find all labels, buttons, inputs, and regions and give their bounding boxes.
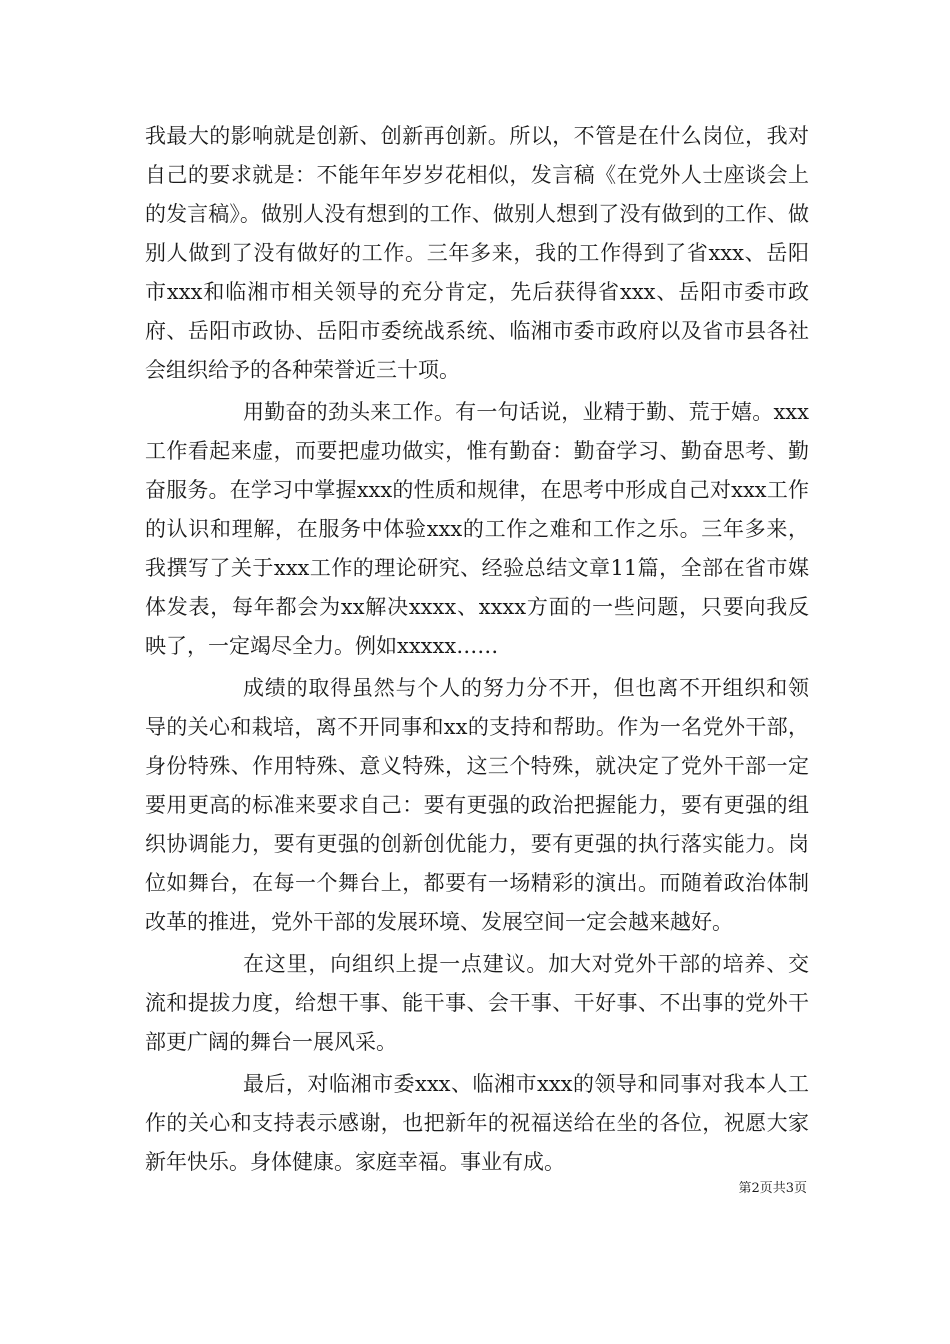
- page-number: 第2页共3页: [738, 1181, 807, 1196]
- document-body: [145, 117, 809, 1185]
- paragraph-4: 在这里，向组织上提一点建议。加大对党外干部的培养、交流和提拔力度，给想干事、能干事、会干事、干好事、不出事的党外干部更广阔的舞台一展风采。: [145, 952, 809, 1054]
- paragraph-3: 成绩的取得虽然与个人的努力分不开，但也离不开组织和领导的关心和栽培，离不开同事和xx的支持和帮助。作为一名党外干部，身份特殊、作用特殊、意义特殊，这三个特殊，就决定了党外干部一定要用更高的标准来要求自己：要有更强的政治把握能力，要有更强的组织协调能力，要有更强的创新创优能力，要有更强的执行落实能力。岗位如舞台，在每一个舞台上，都要有一场精彩的演出。而随着政治体制改革的推进，党外干部的发展环境、发展空间一定会越来越好。: [145, 676, 809, 934]
- paragraph-1: 我最大的影响就是创新、创新再创新。所以，不管是在什么岗位，我对自己的要求就是：不能年年岁岁花相似，发言稿《在党外人士座谈会上的发言稿》。做别人没有想到的工作、做别人想到了没有做到的工作、做别人做到了没有做好的工作。三年多来，我的工作得到了省xxx、岳阳市xxx和临湘市相关领导的充分肯定，先后获得省xxx、岳阳市委市政府、岳阳市政协、岳阳市委统战系统、临湘市委市政府以及省市县各社会组织给予的各种荣誉近三十项。: [145, 124, 809, 382]
- paragraph-5: 最后，对临湘市委xxx、临湘市xxx的领导和同事对我本人工作的关心和支持表示感谢，也把新年的祝福送给在坐的各位，祝愿大家新年快乐。身体健康。家庭幸福。事业有成。: [145, 1072, 809, 1174]
- paragraph-2: 用勤奋的劲头来工作。有一句话说，业精于勤、荒于嬉。xxx工作看起来虚，而要把虚功做实，惟有勤奋：勤奋学习、勤奋思考、勤奋服务。在学习中掌握xxx的性质和规律，在思考中形成自己对xxx工作的认识和理解，在服务中体验xxx的工作之难和工作之乐。三年多来，我撰写了关于xxx工作的理论研究、经验总结文章11篇，全部在省市媒体发表，每年都会为xx解决xxxx、xxxx方面的一些问题，只要向我反映了，一定竭尽全力。例如xxxxx……: [145, 400, 809, 658]
